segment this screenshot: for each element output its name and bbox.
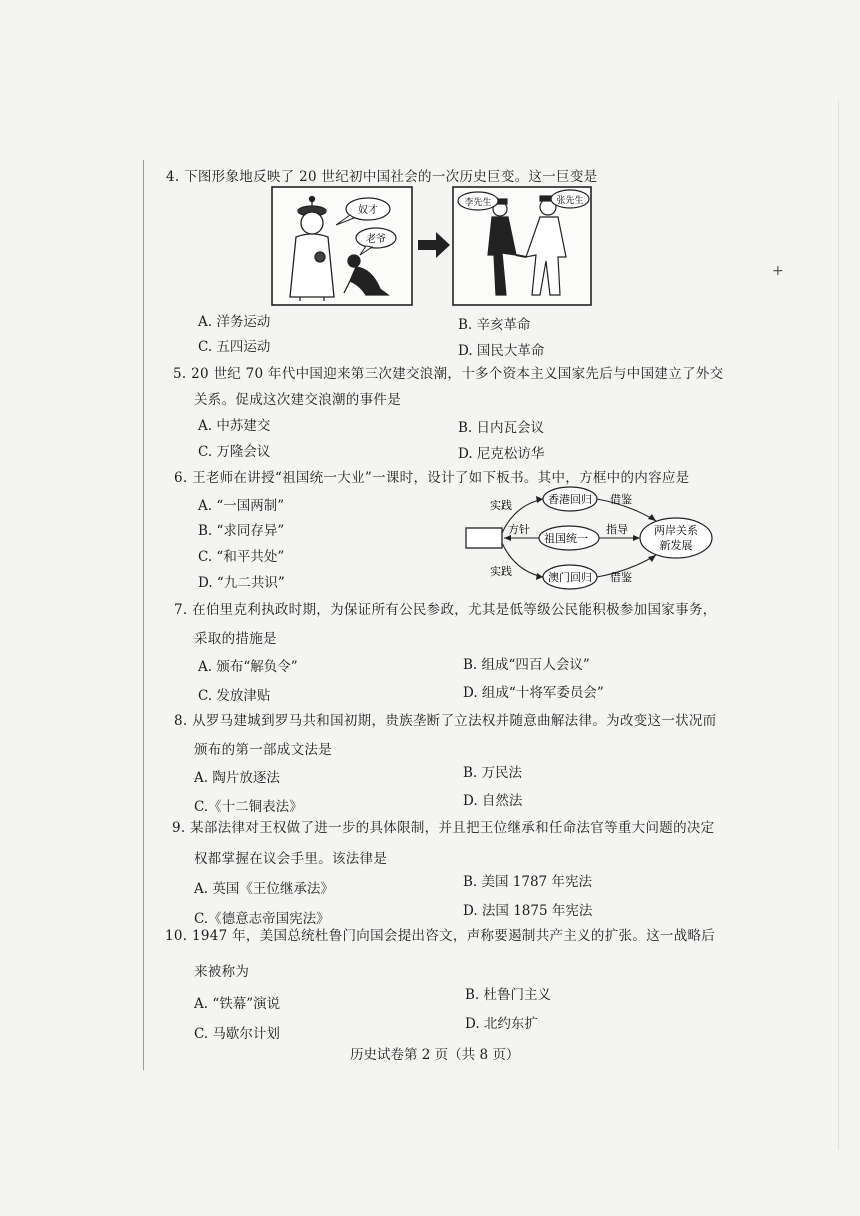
q7-stem-line2: 采取的措施是 — [194, 631, 277, 647]
label-reference-bottom: 借鉴 — [610, 571, 632, 584]
q9-option-d: D. 法国 1875 年宪法 — [463, 903, 593, 919]
node-cross-strait-label1: 两岸关系 — [654, 524, 698, 537]
bubble-laoye-text: 老爷 — [366, 234, 386, 245]
answer-blank-box — [466, 528, 502, 548]
q4-option-a: A. 洋务运动 — [198, 314, 271, 330]
q6-option-c: C. “和平共处” — [198, 549, 285, 565]
label-practice-bottom: 实践 — [490, 565, 512, 578]
node-hongkong-label: 香港回归 — [548, 493, 592, 506]
q10-option-a: A. “铁幕”演说 — [194, 996, 281, 1012]
q5-option-b: B. 日内瓦会议 — [458, 420, 545, 436]
q6-stem: 6. 王老师在讲授“祖国统一大业”一课时，设计了如下板书。其中，方框中的内容应是 — [174, 470, 690, 486]
q7-option-c: C. 发放津贴 — [198, 688, 271, 704]
q4-option-b: B. 辛亥革命 — [458, 317, 531, 333]
margin-rule — [143, 160, 144, 1070]
q10-stem-line2: 来被称为 — [194, 964, 250, 980]
q9-option-c: C.《德意志帝国宪法》 — [194, 911, 330, 927]
q6-blackboard-diagram — [460, 483, 720, 593]
q4-stem: 4. 下图形象地反映了 20 世纪初中国社会的一次历史巨变。这一巨变是 — [166, 169, 598, 185]
q6-option-b: B. “求同存异” — [198, 523, 285, 539]
q5-stem-line2: 关系。促成这次建交浪潮的事件是 — [194, 392, 401, 408]
q9-stem-line2: 权都掌握在议会手里。该法律是 — [194, 851, 388, 867]
registration-mark: + — [772, 263, 784, 279]
q9-option-a: A. 英国《王位继承法》 — [194, 881, 334, 897]
bubble-mr-zhang-text: 张先生 — [556, 196, 584, 206]
q6-option-a: A. “一国两制” — [198, 498, 285, 514]
label-practice-top: 实践 — [490, 499, 512, 512]
bubble-mr-li-text: 李先生 — [464, 198, 492, 208]
label-guide: 指导 — [606, 523, 628, 536]
page-footer: 历史试卷第 2 页（共 8 页） — [350, 1047, 520, 1063]
q10-option-b: B. 杜鲁门主义 — [465, 987, 552, 1003]
q4-option-c: C. 五四运动 — [198, 339, 271, 355]
q6-option-d: D. “九二共识” — [198, 575, 285, 591]
q8-option-c: C.《十二铜表法》 — [194, 799, 303, 815]
q7-option-a: A. 颁布“解负令” — [198, 659, 298, 675]
q8-option-b: B. 万民法 — [463, 765, 523, 781]
q10-option-c: C. 马歇尔计划 — [194, 1026, 280, 1042]
q9-stem-line1: 9. 某部法律对王权做了进一步的具体限制，并且把王位继承和任命法官等重大问题的决定 — [172, 820, 715, 836]
q8-option-a: A. 陶片放逐法 — [194, 770, 280, 786]
label-policy: 方针 — [508, 523, 530, 536]
q7-option-b: B. 组成“四百人会议” — [463, 657, 590, 673]
q8-option-d: D. 自然法 — [463, 793, 523, 809]
node-reunification-label: 祖国统一 — [544, 532, 588, 545]
q4-option-d: D. 国民大革命 — [458, 343, 545, 359]
node-cross-strait-label2: 新发展 — [659, 539, 693, 552]
q10-option-d: D. 北约东扩 — [465, 1016, 538, 1032]
node-macau-label: 澳门回归 — [548, 571, 592, 584]
q7-stem-line1: 7. 在伯里克利执政时期，为保证所有公民参政，尤其是低等级公民能积极参加国家事务， — [174, 602, 717, 618]
q10-stem-line1: 10. 1947 年，美国总统杜鲁门向国会提出咨文，声称要遏制共产主义的扩张。这一战略后 — [165, 928, 716, 944]
q5-option-a: A. 中苏建交 — [198, 418, 271, 434]
q8-stem-line1: 8. 从罗马建城到罗马共和国初期，贵族垄断了立法权并随意曲解法律。为改变这一状况而 — [174, 713, 717, 729]
label-reference-top: 借鉴 — [610, 493, 632, 506]
q8-stem-line2: 颁布的第一部成文法是 — [194, 742, 332, 758]
scan-edge — [838, 100, 839, 1150]
bubble-nucai-text: 奴才 — [358, 205, 378, 216]
transition-arrow-icon — [418, 232, 450, 258]
q7-option-d: D. 组成“十将军委员会” — [463, 685, 604, 701]
q4-illustration — [270, 185, 730, 310]
q9-option-b: B. 美国 1787 年宪法 — [463, 874, 592, 890]
q5-option-d: D. 尼克松访华 — [458, 446, 545, 462]
q5-option-c: C. 万隆会议 — [198, 444, 271, 460]
q5-stem-line1: 5. 20 世纪 70 年代中国迎来第三次建交浪潮，十多个资本主义国家先后与中国建立了外交 — [173, 366, 724, 382]
